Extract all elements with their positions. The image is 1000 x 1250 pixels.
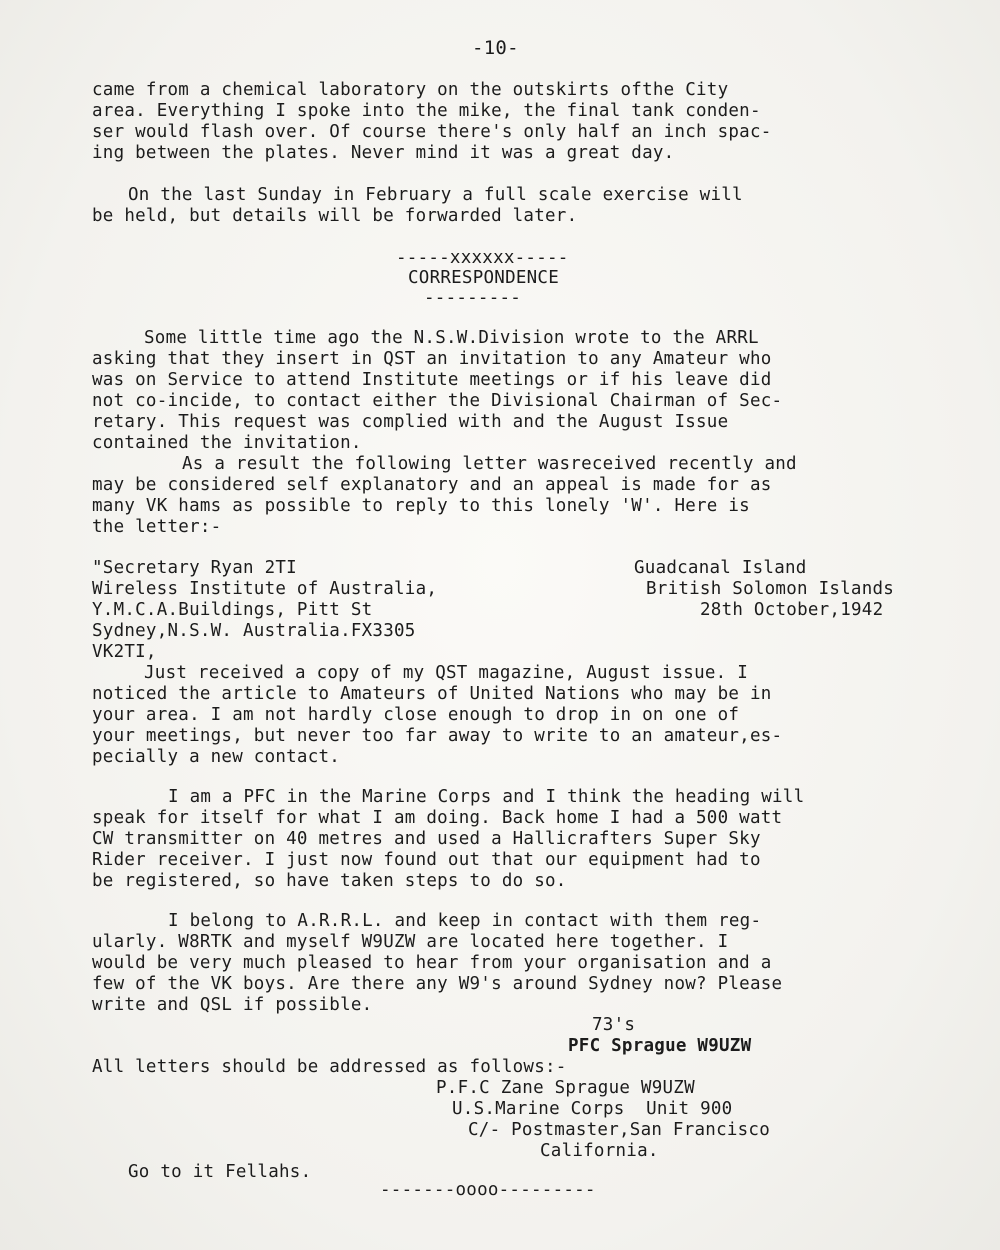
result-line: As a result the following letter wasreceived recently and (182, 454, 797, 474)
section-rule-top: -----xxxxxx----- (396, 248, 569, 268)
letter-line: write and QSL if possible. (92, 995, 373, 1015)
intro-line: ser would flash over. Of course there's only half an inch spac- (92, 122, 772, 142)
correspondence-line: contained the invitation. (92, 433, 362, 453)
letter-closing: 73's (592, 1015, 636, 1035)
intro-line: came from a chemical laboratory on the outskirts ofthe City (92, 80, 729, 100)
intro-line: ing between the plates. Never mind it was a great day. (92, 143, 675, 163)
letter-addressee-line: Y.M.C.A.Buildings, Pitt St (92, 600, 373, 620)
exercise-line: On the last Sunday in February a full scale exercise will (128, 185, 743, 205)
address-line: P.F.C Zane Sprague W9UZW (436, 1078, 695, 1098)
correspondence-line: Some little time ago the N.S.W.Division wrote to the ARRL (144, 328, 759, 348)
letter-addressee-line: Sydney,N.S.W. Australia.FX3305 (92, 621, 416, 641)
result-line: may be considered self explanatory and an appeal is made for as (92, 475, 772, 495)
letter-line: speak for itself for what I am doing. Back home I had a 500 watt (92, 808, 783, 828)
letter-signature: PFC Sprague W9UZW (568, 1036, 752, 1056)
letter-addressee-line: "Secretary Ryan 2TI (92, 558, 297, 578)
intro-line: area. Everything I spoke into the mike, the final tank conden- (92, 101, 761, 121)
letter-line: I am a PFC in the Marine Corps and I think the heading will (168, 787, 805, 807)
letter-line: few of the VK boys. Are there any W9's around Sydney now? Please (92, 974, 783, 994)
exercise-line: be held, but details will be forwarded later. (92, 206, 578, 226)
letter-line: ularly. W8RTK and myself W9UZW are located here together. I (92, 932, 729, 952)
address-line: C/- Postmaster,San Francisco (468, 1120, 771, 1140)
correspondence-line: was on Service to attend Institute meetings or if his leave did (92, 370, 772, 390)
address-line: U.S.Marine Corps Unit 900 (452, 1099, 733, 1119)
address-intro: All letters should be addressed as follows:- (92, 1057, 567, 1077)
result-line: the letter:- (92, 517, 222, 537)
letter-line: CW transmitter on 40 metres and used a Hallicrafters Super Sky (92, 829, 761, 849)
correspondence-line: not co-incide, to contact either the Divisional Chairman of Sec- (92, 391, 783, 411)
final-line: Go to it Fellahs. (128, 1162, 312, 1182)
letter-line: Just received a copy of my QST magazine, August issue. I (144, 663, 749, 683)
letter-line: pecially a new contact. (92, 747, 341, 767)
address-line: California. (540, 1141, 659, 1161)
letter-addressee-line: Wireless Institute of Australia, (92, 579, 438, 599)
letter-line: would be very much pleased to hear from your organisation and a (92, 953, 772, 973)
section-title: CORRESPONDENCE (408, 268, 560, 288)
letter-line: I belong to A.R.R.L. and keep in contact with them reg- (168, 911, 762, 931)
letter-addressee-line: VK2TI, (92, 642, 157, 662)
page-number: -10- (472, 37, 519, 59)
result-line: many VK hams as possible to reply to this lonely 'W'. Here is (92, 496, 750, 516)
letter-line: be registered, so have taken steps to do so. (92, 871, 567, 891)
section-rule-bottom: --------- (424, 288, 522, 308)
letter-line: your meetings, but never too far away to write to an amateur,es- (92, 726, 783, 746)
letter-line: Rider receiver. I just now found out that our equipment had to (92, 850, 761, 870)
letter-location-line: British Solomon Islands (646, 579, 895, 599)
end-rule: -------oooo--------- (380, 1180, 596, 1200)
correspondence-line: asking that they insert in QST an invitation to any Amateur who (92, 349, 772, 369)
letter-location-line: Guadcanal Island (634, 558, 807, 578)
correspondence-line: retary. This request was complied with and the August Issue (92, 412, 729, 432)
letter-line: noticed the article to Amateurs of United Nations who may be in (92, 684, 772, 704)
letter-line: your area. I am not hardly close enough to drop in on one of (92, 705, 740, 725)
letter-date: 28th October,1942 (700, 600, 884, 620)
